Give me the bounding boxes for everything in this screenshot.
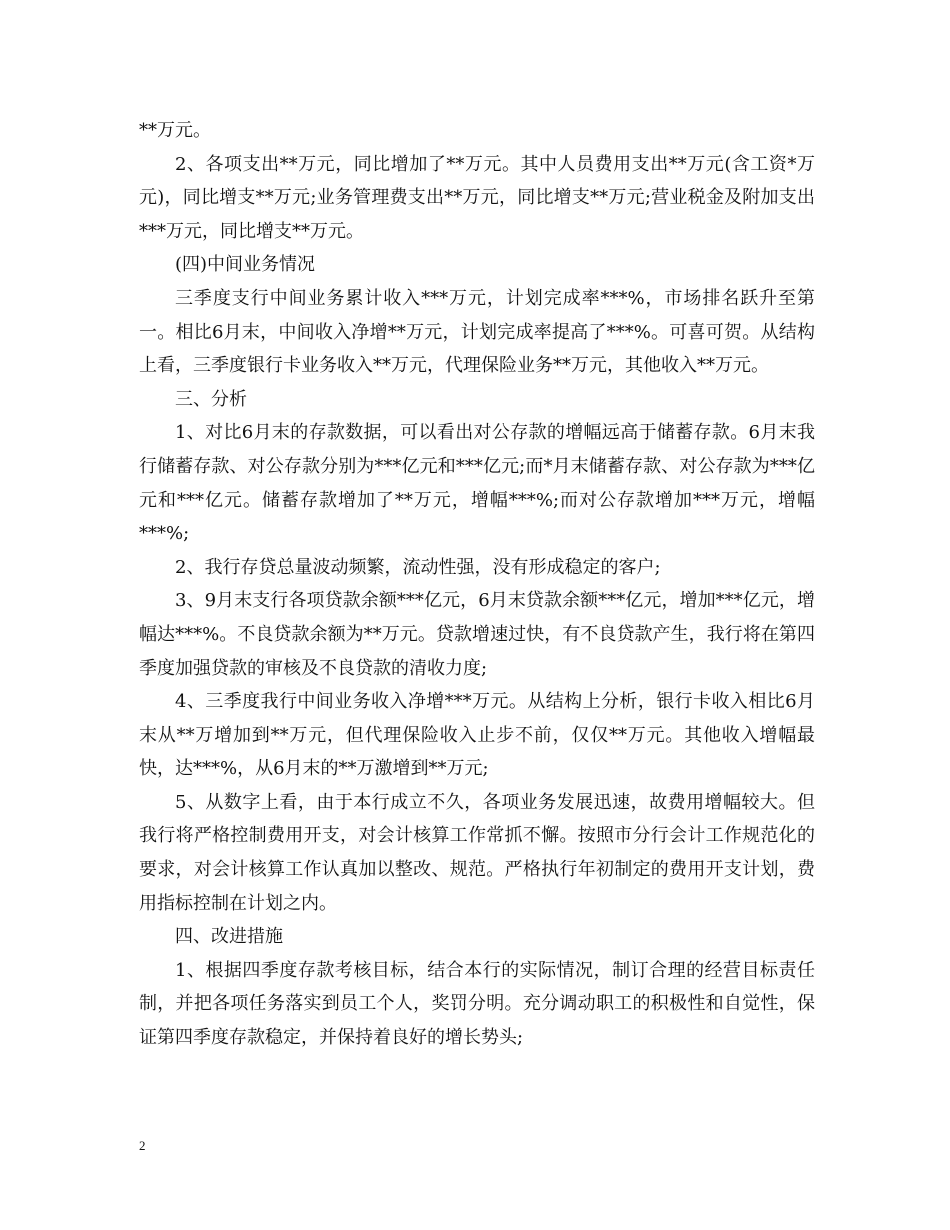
- paragraph-analysis-1: 1、对比6月末的存款数据，可以看出对公存款的增幅远高于储蓄存款。6月末我行储蓄存款、对公存款分别为***亿元和***亿元;而*月末储蓄存款、对公存款为***亿元和***亿元。储蓄存款增加了**万元，增幅***%;而对公存款增加***万元，增幅***%;: [139, 422, 815, 545]
- section-heading-analysis: 三、分析: [175, 388, 247, 410]
- section-heading-improvements: 四、改进措施: [175, 926, 283, 948]
- paragraph-analysis-3: 3、9月末支行各项贷款余额***亿元，6月末贷款余额***亿元，增加***亿元，增幅达***%。不良贷款余额为**万元。贷款增速过快，有不良贷款产生，我行将在第四季度加强贷款的审核及不良贷款的清收力度;: [139, 590, 815, 679]
- paragraph-expenses: 2、各项支出**万元，同比增加了**万元。其中人员费用支出**万元(含工资*万元)，同比增支**万元;业务管理费支出**万元，同比增支**万元;营业税金及附加支出***万元，同比增支**万元。: [139, 153, 815, 242]
- paragraph-improvement-1: 1、根据四季度存款考核目标，结合本行的实际情况，制订合理的经营目标责任制，并把各项任务落实到员工个人，奖罚分明。充分调动职工的积极性和自觉性，保证第四季度存款稳定，并保持着良好的增长势头;: [139, 959, 815, 1049]
- section-heading-intermediate-business: (四)中间业务情况: [175, 254, 316, 276]
- paragraph-analysis-4: 4、三季度我行中间业务收入净增***万元。从结构上分析，银行卡收入相比6月末从**万增加到**万元，但代理保险收入止步不前，仅仅**万元。其他收入增幅最快，达***%，从6月末的**万激增到**万元;: [139, 691, 815, 780]
- page-number: 2: [139, 1138, 146, 1153]
- paragraph-intermediate-business: 三季度支行中间业务累计收入***万元，计划完成率***%，市场排名跃升至第一。相比6月末，中间收入净增**万元，计划完成率提高了***%。可喜可贺。从结构上看，三季度银行卡业务收入**万元，代理保险业务**万元，其他收入**万元。: [139, 287, 815, 377]
- paragraph-continuation: **万元。: [139, 120, 211, 141]
- paragraph-analysis-5: 5、从数字上看，由于本行成立不久，各项业务发展迅速，故费用增幅较大。但我行将严格控制费用开支，对会计核算工作常抓不懈。按照市分行会计工作规范化的要求，对会计核算工作认真加以整改、规范。严格执行年初制定的费用开支计划，费用指标控制在计划之内。: [139, 791, 815, 914]
- document-body: [139, 114, 815, 1055]
- paragraph-analysis-2: 2、我行存贷总量波动频繁，流动性强，没有形成稳定的客户;: [175, 556, 661, 578]
